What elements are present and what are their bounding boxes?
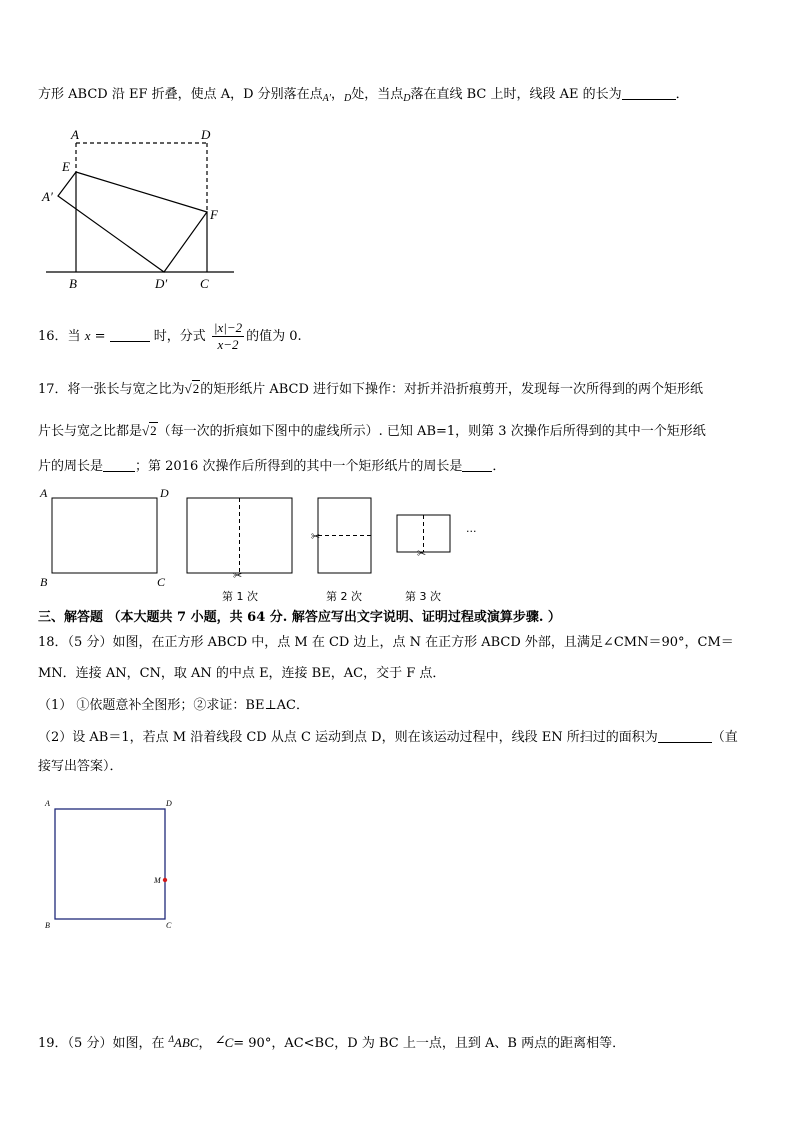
label-a-prime: A′: [42, 189, 53, 204]
q17-blank-1[interactable]: [103, 459, 135, 472]
label-d-prime: D′: [155, 276, 168, 291]
scissors-icon: ✂: [311, 530, 321, 543]
q16-fraction: $\frac{|x|-2}{x-2}$: [213, 320, 243, 352]
rect-step2: [318, 498, 371, 573]
angle-symbol: ∠: [215, 1035, 225, 1046]
folded-quad: [58, 172, 207, 272]
q16-text: 16．当 x = 时，分式 $\frac{|x|-2}{x-2}$ 的值为 0.: [38, 320, 302, 352]
label-e: E: [62, 159, 70, 174]
q17-line1: 17．将一张长与宽之比为√2的矩形纸片 ABCD 进行如下操作：对折并沿折痕剪开，发现每一次所得到的两个矩形纸: [38, 381, 704, 397]
label-d: D: [166, 799, 172, 808]
q17-line3: 片的周长是 ；第 2016 次操作后所得到的其中一个矩形纸片的周长是 ．: [38, 459, 506, 474]
d-prime-label-2: D: [403, 93, 411, 104]
q18-line2: MN．连接 AN，CN，取 AN 的中点 E，连接 BE，AC，交于 F 点．: [38, 666, 446, 681]
caption-step2: 第 2 次: [326, 590, 362, 603]
q18-line5: 接写出答案）．: [38, 759, 123, 774]
rect-original: [52, 498, 157, 573]
q17-blank-2[interactable]: [462, 459, 492, 472]
q15-answer-blank[interactable]: [622, 87, 676, 100]
label-d: D: [160, 486, 169, 500]
ellipsis: ···: [466, 525, 477, 538]
scissors-icon: ✂: [233, 569, 243, 582]
scissors-icon: ✂: [417, 547, 427, 560]
caption-step3: 第 3 次: [405, 590, 441, 603]
rect-step1: [187, 498, 292, 573]
label-d: D: [201, 127, 211, 142]
label-f: F: [210, 207, 218, 222]
triangle-symbol: Δ: [168, 1034, 174, 1044]
label-b: B: [45, 921, 50, 930]
q18-line3: （1） ①依题意补全图形；②求证：BE⊥AC．: [38, 698, 310, 713]
label-c: C: [166, 921, 172, 930]
q18-line1: 18．（5 分）如图，在正方形 ABCD 中，点 M 在 CD 边上，点 N 在正方形 ABCD 外部，且满足∠CMN＝90°，CM＝: [38, 635, 734, 650]
label-c: C: [200, 276, 209, 291]
q15-text: 方形 ABCD 沿 EF 折叠，使点 A，D 分别落在点$_{A'}$，$_D$处，当点$_D$落在直线 BC 上时，线段 AE 的长为 ．: [38, 87, 689, 104]
sqrt-2b: √2: [142, 423, 157, 438]
a-prime-label: A′: [322, 93, 331, 104]
label-a: A: [45, 799, 50, 808]
label-m: M: [154, 876, 161, 885]
sqrt-2: √2: [184, 381, 200, 396]
q19-text: 19．（5 分）如图，在 $^\Delta$ABC， ∠C= 90°，AC<BC，D 为 BC 上一点，且到 A、B 两点的距离相等．: [38, 1034, 626, 1051]
q18-line4: （2）设 AB＝1，若点 M 沿着线段 CD 从点 C 运动到点 D，则在该运动过程中，线段 EN 所扫过的面积为 （直: [38, 730, 738, 745]
square-abcd: [55, 809, 165, 919]
label-b: B: [40, 575, 48, 589]
section-title: 三、解答题 （本大题共 7 小题，共 64 分. 解答应写出文字说明、证明过程或演算步骤. ）: [38, 610, 561, 625]
label-c: C: [157, 575, 166, 589]
caption-step1: 第 1 次: [222, 590, 258, 603]
q16-answer-blank[interactable]: [110, 329, 150, 342]
point-m: [163, 878, 167, 882]
q18-answer-blank[interactable]: [658, 730, 712, 743]
q17-line2: 片长与宽之比都是√2（每一次的折痕如下图中的虚线所示）. 已知 AB=1，则第 3 次操作后所得到的其中一个矩形纸: [38, 423, 706, 439]
label-b: B: [69, 276, 77, 291]
label-a: A: [71, 127, 79, 142]
label-a: A: [40, 486, 48, 500]
d-prime-label: D: [343, 93, 352, 104]
rect-step3: [397, 515, 450, 552]
